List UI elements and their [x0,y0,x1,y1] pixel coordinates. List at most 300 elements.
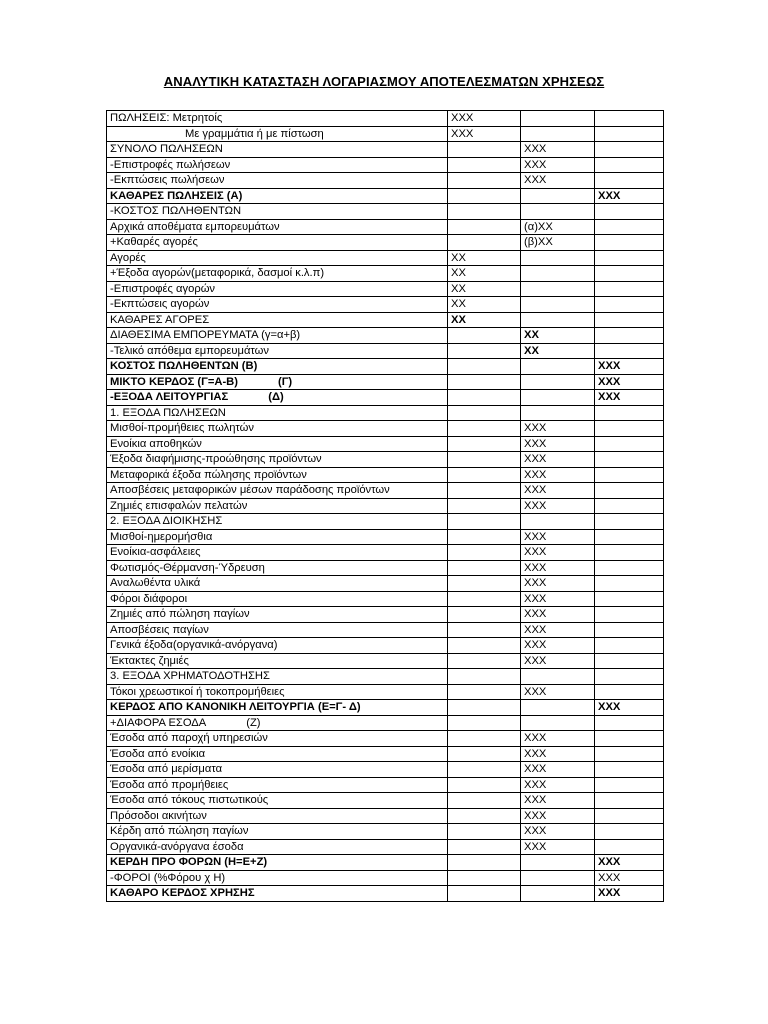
amount-cell-col1 [448,855,521,871]
amount-cell-col3 [595,436,664,452]
amount-cell-col2: XXX [521,436,595,452]
amount-cell-col2: (α)XX [521,219,595,235]
table-row [107,297,664,313]
amount-cell-col1 [448,514,521,530]
row-label: 2. ΕΞΟΔΑ ΔΙΟΙΚΗΣΗΣ [110,515,223,527]
amount-cell-col1: XX [448,266,521,282]
amount-cell-col1 [448,421,521,437]
table-row [107,157,664,173]
amount-cell-col2: XXX [521,622,595,638]
table-row [107,638,664,654]
row-label: ΣΥΝΟΛΟ ΠΩΛΗΣΕΩΝ [110,143,223,155]
amount-cell-col1 [448,607,521,623]
table-row [107,653,664,669]
amount-cell-col3 [595,266,664,282]
row-label-cell [107,560,448,576]
amount-cell-col3 [595,452,664,468]
table-row [107,250,664,266]
amount-cell-col3 [595,793,664,809]
row-label: +Καθαρές αγορές [110,236,198,248]
amount-cell-col2: XXX [521,498,595,514]
amount-cell-col2: XXX [521,839,595,855]
row-label-cell [107,359,448,375]
row-label: Φόροι διάφοροι [110,592,188,605]
amount-cell-col1 [448,839,521,855]
amount-cell-col3 [595,281,664,297]
amount-cell-col3 [595,483,664,499]
amount-cell-col1 [448,328,521,344]
amount-cell-col3: XXX [595,390,664,406]
row-label-cell [107,669,448,685]
row-label-cell [107,467,448,483]
row-label-cell [107,622,448,638]
table-row [107,777,664,793]
row-label-cell [107,638,448,654]
table-row [107,188,664,204]
document-title: ΑΝΑΛΥΤΙΚΗ ΚΑΤΑΣΤΑΣΗ ΛΟΓΑΡΙΑΣΜΟΥ ΑΠΟΤΕΛΕΣΜΑΤΩΝ ΧΡΗΣΕΩΣ [163,74,605,89]
row-label: 3. ΕΞΟΔΑ ΧΡΗΜΑΤΟΔΟΤΗΣΗΣ [110,670,270,682]
amount-cell-col1 [448,188,521,204]
amount-cell-col3: XXX [595,886,664,902]
amount-cell-col3 [595,312,664,328]
row-label-cell [107,266,448,282]
row-label-cell [107,483,448,499]
amount-cell-col1 [448,467,521,483]
row-label-suffix: (Ζ) [246,716,261,729]
amount-cell-col1 [448,576,521,592]
table-row [107,591,664,607]
amount-cell-col3 [595,762,664,778]
amount-cell-col1 [448,498,521,514]
row-label: -ΚΟΣΤΟΣ ΠΩΛΗΘΕΝΤΩΝ [110,205,242,217]
row-label: -Εκπτώσεις πωλήσεων [110,174,225,186]
amount-cell-col1: XX [448,281,521,297]
amount-cell-col3 [595,607,664,623]
amount-cell-col1 [448,622,521,638]
row-label: ΚΑΘΑΡΕΣ ΠΩΛΗΣΕΙΣ (Α) [110,189,243,202]
table-row [107,126,664,142]
table-row [107,281,664,297]
amount-cell-col2: XXX [521,157,595,173]
amount-cell-col3: XXX [595,188,664,204]
table-row [107,700,664,716]
row-label: Έσοδα από τόκους πιστωτικούς [110,794,269,806]
amount-cell-col3: XXX [595,700,664,716]
amount-cell-col1 [448,684,521,700]
amount-cell-col3 [595,715,664,731]
amount-cell-col2: XXX [521,808,595,824]
table-row [107,731,664,747]
amount-cell-col2 [521,390,595,406]
row-label-cell [107,498,448,514]
row-label-cell [107,219,448,235]
amount-cell-col2 [521,405,595,421]
amount-cell-col3 [595,777,664,793]
table-row [107,405,664,421]
amount-cell-col2: XXX [521,824,595,840]
amount-cell-col2 [521,204,595,220]
table-row [107,793,664,809]
row-label-cell [107,653,448,669]
row-label-cell [107,715,448,731]
amount-cell-col3 [595,297,664,313]
row-label: ΔΙΑΘΕΣΙΜΑ ΕΜΠΟΡΕΥΜΑΤΑ (γ=α+β) [110,329,301,341]
amount-cell-col3: XXX [595,855,664,871]
amount-cell-col2: XXX [521,560,595,576]
amount-cell-col3 [595,421,664,437]
amount-cell-col1 [448,374,521,390]
table-row [107,746,664,762]
amount-cell-col2 [521,374,595,390]
amount-cell-col2 [521,669,595,685]
row-label: Έσοδα από παροχή υπηρεσιών [110,732,268,744]
table-row [107,545,664,561]
amount-cell-col1: XXX [448,126,521,142]
row-label-cell [107,452,448,468]
table-row [107,436,664,452]
table-row [107,529,664,545]
table-row [107,343,664,359]
row-label: -Επιστροφές πωλήσεων [110,158,231,171]
row-label-cell [107,250,448,266]
row-label-cell [107,142,448,158]
table-row [107,560,664,576]
table-row [107,824,664,840]
income-statement-table [106,110,664,902]
amount-cell-col1 [448,452,521,468]
amount-cell-col1 [448,824,521,840]
row-label: Ενοίκια αποθηκών [110,437,202,450]
amount-cell-col3 [595,235,664,251]
table-row [107,607,664,623]
amount-cell-col2: XXX [521,591,595,607]
row-label-cell [107,777,448,793]
amount-cell-col3 [595,219,664,235]
row-label: Με γραμμάτια ή με πίστωση [185,127,324,140]
income-statement-body [107,111,664,902]
amount-cell-col1 [448,762,521,778]
amount-cell-col2: XXX [521,483,595,499]
row-label: Μεταφορικά έξοδα πώλησης προϊόντων [110,468,307,481]
amount-cell-col2: (β)XX [521,235,595,251]
row-label: -Επιστροφές αγορών [110,282,216,295]
row-label-suffix: (Γ) [277,375,293,388]
row-label: Αρχικά αποθέματα εμπορευμάτων [110,220,280,233]
amount-cell-col2 [521,266,595,282]
amount-cell-col2 [521,126,595,142]
amount-cell-col1 [448,359,521,375]
row-label-cell [107,328,448,344]
row-label: Μισθοί-προμήθειες πωλητών [110,422,255,434]
row-label-cell [107,870,448,886]
row-label-cell [107,514,448,530]
row-label: Αγορές [110,251,146,264]
row-label-cell [107,157,448,173]
amount-cell-col3 [595,250,664,266]
amount-cell-col2 [521,359,595,375]
table-row [107,669,664,685]
row-label-cell [107,204,448,220]
amount-cell-col1 [448,219,521,235]
amount-cell-col3 [595,142,664,158]
amount-cell-col3 [595,839,664,855]
amount-cell-col3: XXX [595,374,664,390]
row-label-cell [107,824,448,840]
row-label: Έξοδα διαφήμισης-προώθησης προϊόντων [110,453,322,465]
table-row [107,870,664,886]
amount-cell-col2: XXX [521,777,595,793]
row-label-cell [107,421,448,437]
amount-cell-col2: XXX [521,452,595,468]
row-label-cell [107,886,448,902]
amount-cell-col3 [595,529,664,545]
amount-cell-col1: XXX [448,111,521,127]
amount-cell-col3 [595,638,664,654]
table-row [107,312,664,328]
amount-cell-col3 [595,669,664,685]
amount-cell-col1 [448,142,521,158]
table-row [107,266,664,282]
table-row [107,839,664,855]
row-label: Πρόσοδοι ακινήτων [110,809,207,822]
row-label: Κέρδη από πώληση παγίων [110,825,249,837]
row-label-cell [107,607,448,623]
amount-cell-col3 [595,111,664,127]
row-label-cell [107,839,448,855]
amount-cell-col1 [448,436,521,452]
table-row [107,235,664,251]
row-label: ΜΙΚΤΟ ΚΕΡΔΟΣ (Γ=Α-Β) [110,375,238,388]
amount-cell-col3: XXX [595,870,664,886]
amount-cell-col3 [595,343,664,359]
row-label-cell [107,405,448,421]
amount-cell-col3 [595,157,664,173]
table-row [107,684,664,700]
amount-cell-col1 [448,390,521,406]
amount-cell-col3 [595,498,664,514]
table-row [107,808,664,824]
row-label-cell [107,297,448,313]
row-label-cell [107,762,448,778]
amount-cell-col1 [448,715,521,731]
table-row [107,204,664,220]
row-label: Μισθοί-ημερομήσθια [110,530,213,543]
amount-cell-col2 [521,297,595,313]
amount-cell-col2: XX [521,328,595,344]
amount-cell-col2: XXX [521,421,595,437]
amount-cell-col1 [448,343,521,359]
amount-cell-col3 [595,576,664,592]
row-label: -ΦΟΡΟΙ (%Φόρου χ Η) [110,871,226,884]
amount-cell-col1 [448,870,521,886]
amount-cell-col3 [595,684,664,700]
amount-cell-col2 [521,870,595,886]
row-label-cell [107,529,448,545]
row-label: Φωτισμός-Θέρμανση-Ύδρευση [110,561,265,574]
amount-cell-col1 [448,591,521,607]
row-label-cell [107,281,448,297]
amount-cell-col3 [595,545,664,561]
row-label-cell [107,684,448,700]
row-label: Οργανικά-ανόργανα έσοδα [110,840,244,853]
table-row [107,359,664,375]
row-label-cell [107,111,448,127]
amount-cell-col1 [448,777,521,793]
row-label-cell [107,545,448,561]
row-label: -Τελικό απόθεμα εμπορευμάτων [110,344,270,357]
row-label: ΚΑΘΑΡΕΣ ΑΓΟΡΕΣ [110,313,210,326]
amount-cell-col2: XXX [521,762,595,778]
amount-cell-col2 [521,715,595,731]
amount-cell-col2 [521,886,595,902]
row-label: Έσοδα από ενοίκια [110,747,206,760]
row-label-cell [107,808,448,824]
amount-cell-col1 [448,886,521,902]
row-label-cell [107,746,448,762]
amount-cell-col3 [595,560,664,576]
row-label: Ενοίκια-ασφάλειες [110,546,201,558]
table-row [107,483,664,499]
amount-cell-col3 [595,808,664,824]
table-row [107,855,664,871]
row-label: -ΕΞΟΔΑ ΛΕΙΤΟΥΡΓΙΑΣ [110,391,229,403]
row-label-cell [107,374,448,390]
row-label: -Εκπτώσεις αγορών [110,298,210,310]
table-row [107,374,664,390]
row-label: Αποσβέσεις παγίων [110,623,209,636]
row-label-cell [107,126,448,142]
row-label: Έκτακτες ζημιές [110,654,189,667]
row-label: Έσοδα από μερίσματα [110,763,223,775]
row-label-cell [107,793,448,809]
amount-cell-col3 [595,204,664,220]
amount-cell-col2: XXX [521,173,595,189]
amount-cell-col2 [521,514,595,530]
amount-cell-col2: XXX [521,653,595,669]
amount-cell-col2 [521,250,595,266]
amount-cell-col2: XXX [521,467,595,483]
amount-cell-col1 [448,793,521,809]
amount-cell-col2 [521,855,595,871]
amount-cell-col1 [448,405,521,421]
row-label: Τόκοι χρεωστικοί ή τοκοπρομήθειες [110,685,285,698]
amount-cell-col2: XXX [521,607,595,623]
table-row [107,498,664,514]
row-label-cell [107,700,448,716]
table-row [107,111,664,127]
amount-cell-col2: XX [521,343,595,359]
amount-cell-col2: XXX [521,793,595,809]
amount-cell-col2: XXX [521,576,595,592]
row-label: Γενικά έξοδα(οργανικά-ανόργανα) [110,639,278,651]
row-label-cell [107,591,448,607]
table-row [107,467,664,483]
table-row [107,514,664,530]
row-label-suffix: (Δ) [268,391,284,403]
amount-cell-col1 [448,746,521,762]
amount-cell-col2: XXX [521,731,595,747]
row-label-cell [107,188,448,204]
amount-cell-col1 [448,653,521,669]
table-row [107,328,664,344]
row-label: +ΔΙΑΦΟΡΑ ΕΣΟΔΑ [110,716,207,729]
amount-cell-col1 [448,204,521,220]
table-row [107,715,664,731]
amount-cell-col1 [448,669,521,685]
amount-cell-col1 [448,173,521,189]
row-label-cell [107,312,448,328]
row-label: +Έξοδα αγορών(μεταφορικά, δασμοί κ.λ.π) [110,267,325,279]
amount-cell-col2: XXX [521,638,595,654]
amount-cell-col3: XXX [595,359,664,375]
amount-cell-col3 [595,591,664,607]
row-label-cell [107,855,448,871]
row-label-cell [107,731,448,747]
row-label: Αποσβέσεις μεταφορικών μέσων παράδοσης προϊόντων [110,484,390,496]
amount-cell-col3 [595,126,664,142]
row-label: ΚΕΡΔΗ ΠΡΟ ΦΟΡΩΝ (Η=Ε+Ζ) [110,856,268,868]
row-label: ΚΟΣΤΟΣ ΠΩΛΗΘΕΝΤΩΝ (Β) [110,360,258,372]
amount-cell-col2 [521,188,595,204]
table-row [107,576,664,592]
row-label-cell [107,173,448,189]
amount-cell-col2: XXX [521,142,595,158]
table-row [107,173,664,189]
amount-cell-col1 [448,545,521,561]
row-label: Ζημιές επισφαλών πελατών [110,499,248,512]
table-row [107,390,664,406]
amount-cell-col3 [595,405,664,421]
amount-cell-col3 [595,622,664,638]
amount-cell-col2: XXX [521,545,595,561]
amount-cell-col1 [448,731,521,747]
row-label: ΚΑΘΑΡΟ ΚΕΡΔΟΣ ΧΡΗΣΗΣ [110,887,255,899]
amount-cell-col2 [521,111,595,127]
amount-cell-col2: XXX [521,746,595,762]
table-row [107,142,664,158]
row-label: Έσοδα από προμήθειες [110,778,229,791]
amount-cell-col1: XX [448,250,521,266]
amount-cell-col1 [448,560,521,576]
amount-cell-col1: XX [448,297,521,313]
amount-cell-col1 [448,700,521,716]
table-row [107,762,664,778]
amount-cell-col3 [595,328,664,344]
amount-cell-col3 [595,746,664,762]
amount-cell-col1: XX [448,312,521,328]
amount-cell-col3 [595,173,664,189]
table-row [107,622,664,638]
amount-cell-col2: XXX [521,684,595,700]
row-label-cell [107,436,448,452]
amount-cell-col3 [595,824,664,840]
row-label: ΠΩΛΗΣΕΙΣ: Μετρητοίς [110,112,223,124]
row-label: ΚΕΡΔΟΣ ΑΠΟ ΚΑΝΟΝΙΚΗ ΛΕΙΤΟΥΡΓΙΑ (Ε=Γ- Δ) [110,701,361,713]
amount-cell-col1 [448,157,521,173]
row-label-cell [107,390,448,406]
row-label: Αναλωθέντα υλικά [110,577,201,589]
amount-cell-col3 [595,514,664,530]
row-label-cell [107,343,448,359]
row-label-cell [107,576,448,592]
amount-cell-col1 [448,808,521,824]
amount-cell-col1 [448,483,521,499]
row-label: Ζημιές από πώληση παγίων [110,608,250,620]
row-label-cell [107,235,448,251]
amount-cell-col2 [521,312,595,328]
amount-cell-col1 [448,235,521,251]
table-row [107,219,664,235]
